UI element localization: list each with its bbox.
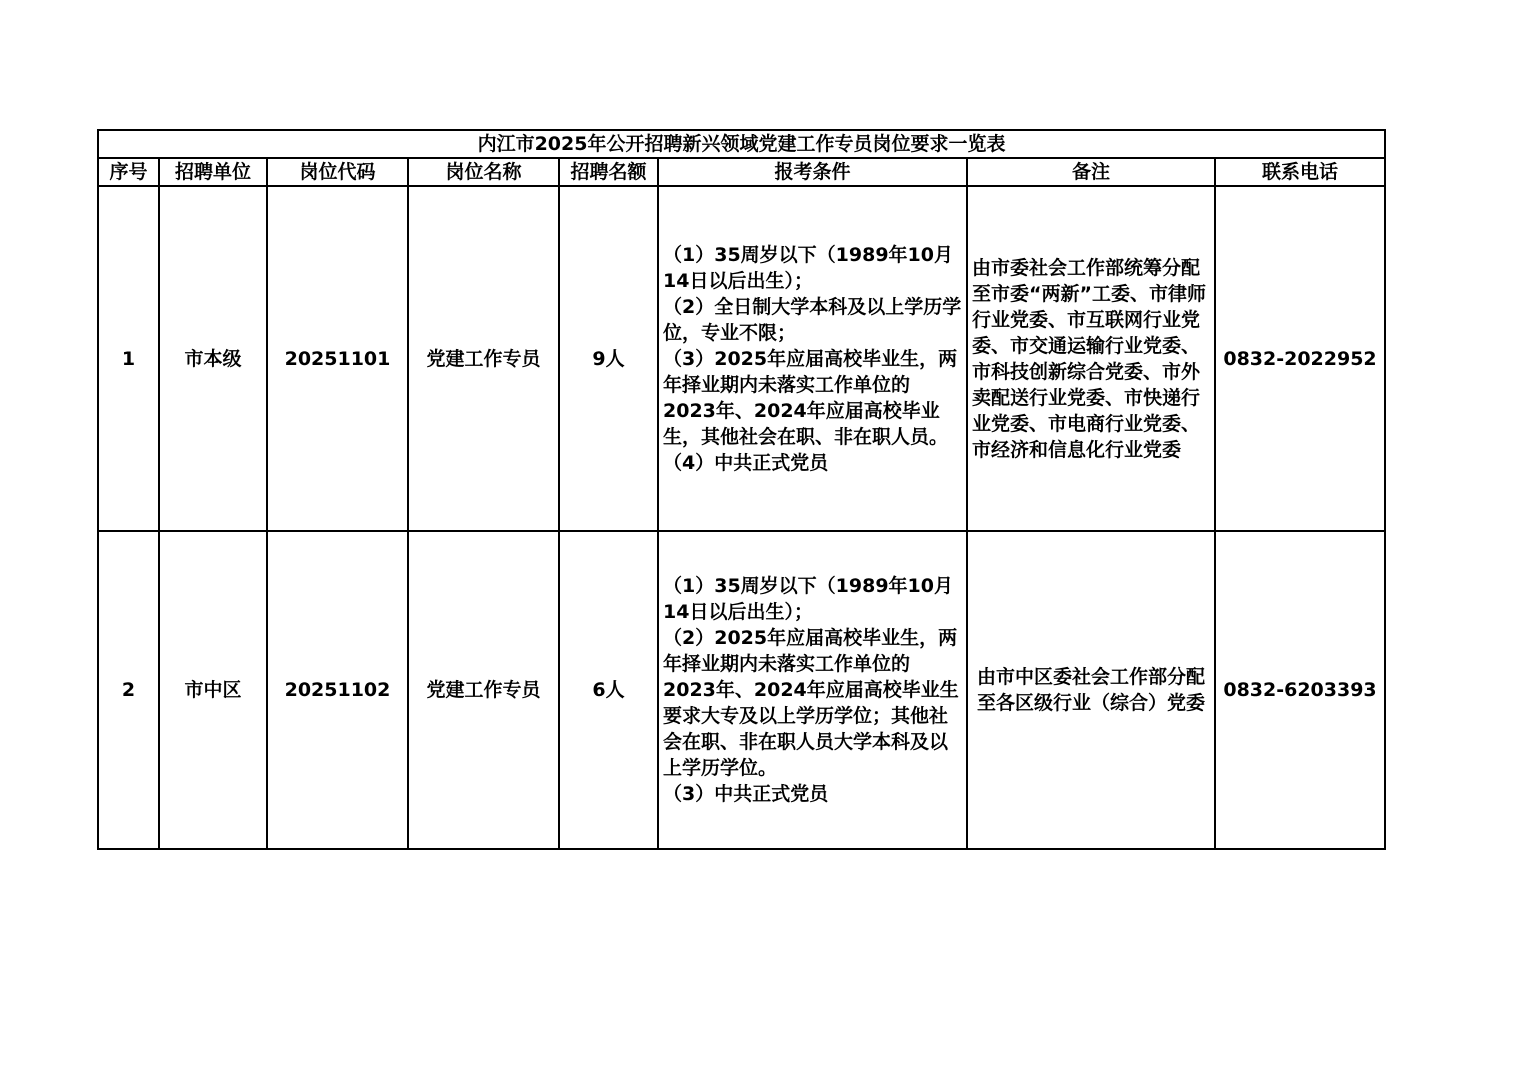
table-row	[98, 531, 1385, 849]
row-note: 由市中区委社会工作部分配至各区级行业（综合）党委	[967, 531, 1215, 849]
header-conditions: 报考条件	[658, 158, 967, 186]
condition-line: （1）35周岁以下（1989年10月14日以后出生）；	[663, 575, 953, 623]
row-conditions	[658, 186, 967, 531]
row-index: 1	[98, 186, 159, 531]
table-title: 内江市2025年公开招聘新兴领域党建工作专员岗位要求一览表	[98, 130, 1385, 158]
row-code: 20251101	[267, 186, 408, 531]
header-position: 岗位名称	[408, 158, 559, 186]
condition-line: （2）2025年应届高校毕业生，两年择业期内未落实工作单位的2023年、2024年应届高校毕业生要求大专及以上学历学位；其他社会在职、非在职人员大学本科及以上学历学位。	[663, 627, 959, 779]
header-unit: 招聘单位	[159, 158, 267, 186]
row-unit: 市中区	[159, 531, 267, 849]
row-quota: 6人	[559, 531, 658, 849]
table-row	[98, 186, 1385, 531]
recruitment-table	[97, 129, 1386, 850]
row-note: 由市委社会工作部统筹分配至市委“两新”工委、市律师行业党委、市互联网行业党委、市交通运输行业党委、市科技创新综合党委、市外卖配送行业党委、市快递行业党委、市电商行业党委、市经济和信息化行业党委	[967, 186, 1215, 531]
row-position: 党建工作专员	[408, 186, 559, 531]
row-conditions	[658, 531, 967, 849]
row-phone: 0832-2022952	[1215, 186, 1385, 531]
row-position: 党建工作专员	[408, 531, 559, 849]
row-phone: 0832-6203393	[1215, 531, 1385, 849]
row-code: 20251102	[267, 531, 408, 849]
row-index: 2	[98, 531, 159, 849]
condition-line: （1）35周岁以下（1989年10月14日以后出生）；	[663, 243, 953, 292]
condition-line: （3）中共正式党员	[663, 783, 829, 805]
header-note: 备注	[967, 158, 1215, 186]
header-code: 岗位代码	[267, 158, 408, 186]
condition-line: （3）2025年应届高校毕业生，两年择业期内未落实工作单位的2023年、2024年应届高校毕业生，其他社会在职、非在职人员。 （4）中共正式党员	[663, 347, 958, 474]
row-unit: 市本级	[159, 186, 267, 531]
condition-line: （2）全日制大学本科及以上学历学位，专业不限；	[663, 295, 962, 344]
header-phone: 联系电话	[1215, 158, 1385, 186]
header-quota: 招聘名额	[559, 158, 658, 186]
row-quota: 9人	[559, 186, 658, 531]
header-index: 序号	[98, 158, 159, 186]
